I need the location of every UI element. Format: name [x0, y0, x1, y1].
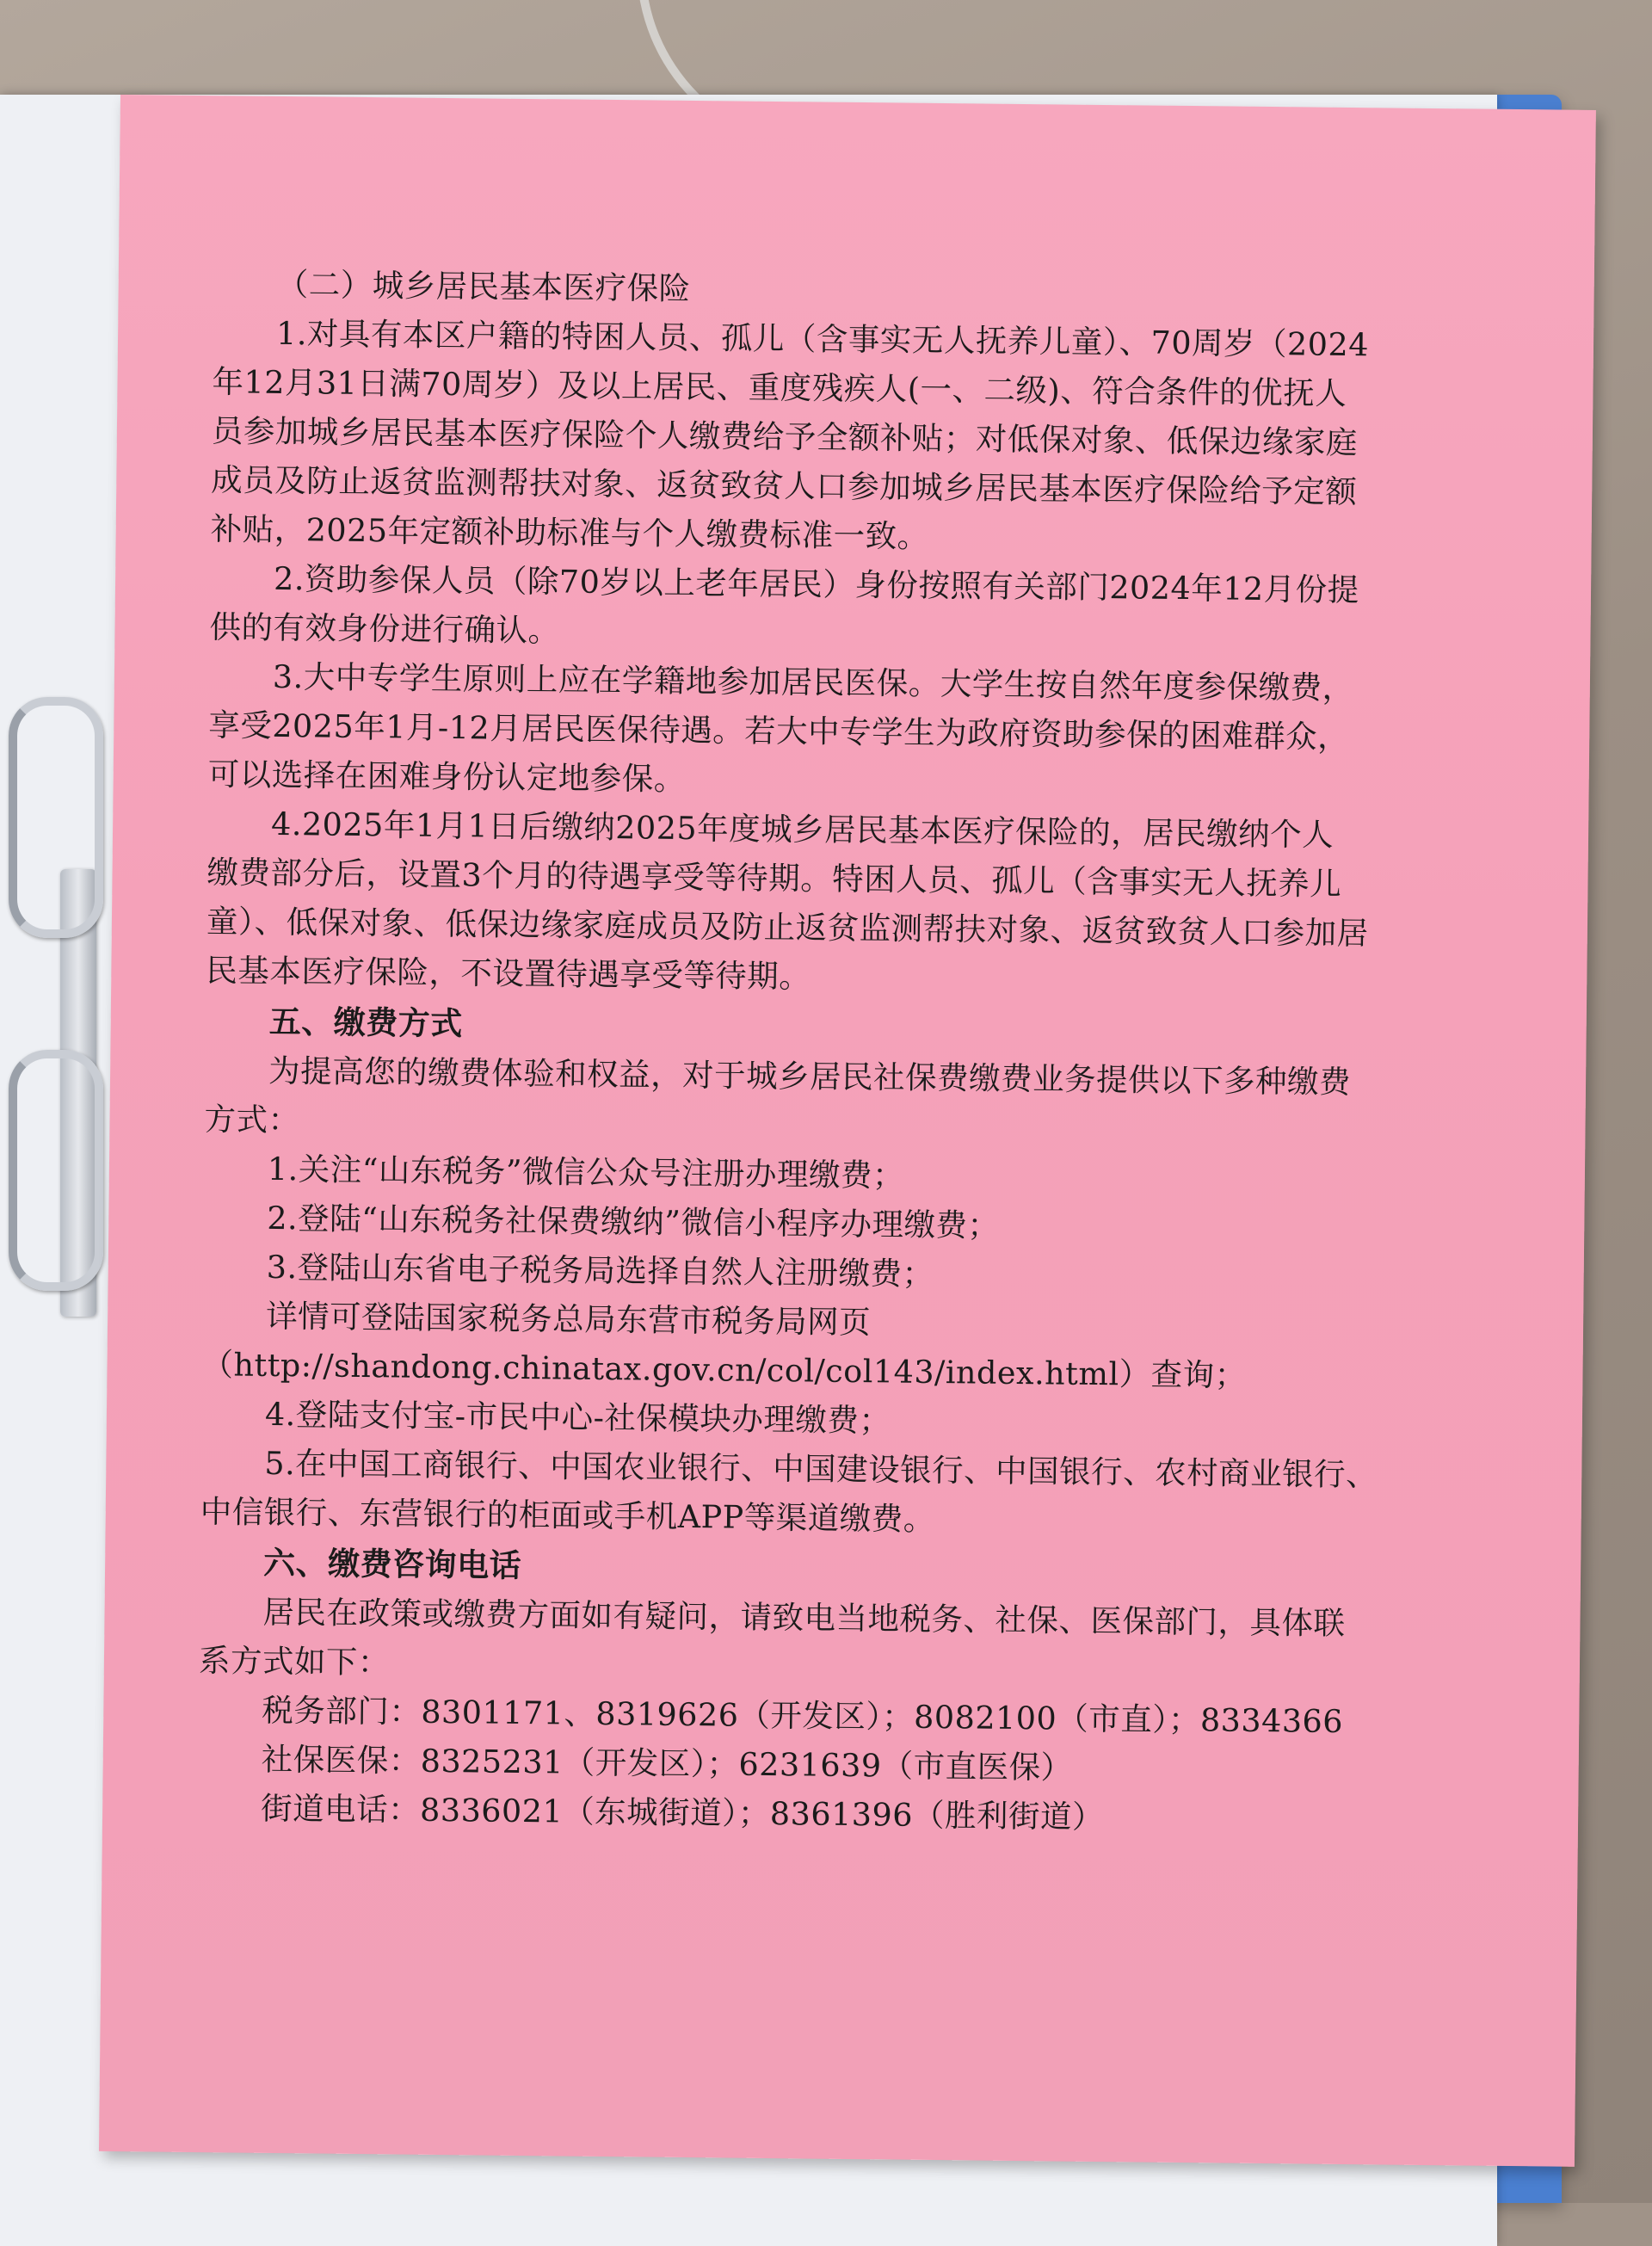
- text-line: 详情可登陆国家税务总局东营市税务局网页: [265, 1297, 872, 1342]
- text-line: 享受2025年1月-12月居民医保待遇。若大中专学生为政府资助参保的困难群众，: [208, 707, 1350, 756]
- text-line: 中信银行、东营银行的柜面或手机APP等渠道缴费。: [200, 1493, 935, 1539]
- text-line: （http://shandong.chinatax.gov.cn/col/col143/index.html）查询；: [201, 1346, 1247, 1394]
- binder-ring: [9, 697, 103, 938]
- binder-ring: [9, 1050, 103, 1291]
- text-line: 2.资助参保人员（除70岁以上老年居民）身份按照有关部门2024年12月份提: [273, 559, 1359, 609]
- text-line: 民基本医疗保险，不设置待遇享受等待期。: [206, 952, 811, 996]
- text-line: 系方式如下：: [198, 1642, 391, 1681]
- text-line: 缴费部分后，设置3个月的待遇享受等待期。特困人员、孤儿（含事实无人抚养儿: [206, 854, 1342, 903]
- text-line: 社保医保：8325231（开发区）；6231639（市直医保）: [261, 1740, 1073, 1786]
- text-line: 5.在中国工商银行、中国农业银行、中国建设银行、中国银行、农村商业银行、: [264, 1444, 1378, 1494]
- text-line: 街道电话：8336021（东城街道）；8361396（胜利街道）: [260, 1789, 1105, 1836]
- section-heading: 五、缴费方式: [268, 1003, 463, 1043]
- text-line: 员参加城乡居民基本医疗保险个人缴费给予全额补贴；对低保对象、低保边缘家庭: [211, 412, 1359, 462]
- text-line: 3.登陆山东省电子税务局选择自然人注册缴费；: [266, 1248, 934, 1293]
- section-heading: 六、缴费咨询电话: [262, 1544, 522, 1584]
- text-line: 2.登陆“山东税务社保费缴纳”微信小程序办理缴费；: [267, 1199, 1000, 1244]
- text-line: 为提高您的缴费体验和权益，对于城乡居民社保费缴费业务提供以下多种缴费: [268, 1052, 1352, 1101]
- text-line: 1.关注“山东税务”微信公众号注册办理缴费；: [267, 1150, 905, 1194]
- blue-binder: [0, 95, 1562, 2203]
- text-line: 补贴，2025年定额补助标准与个人缴费标准一致。: [210, 510, 929, 555]
- text-line: 1.对具有本区户籍的特困人员、孤儿（含事实无人抚养儿童）、70周岁（2024: [275, 314, 1370, 364]
- text-line: 童）、低保对象、低保边缘家庭成员及防止返贫监测帮扶对象、返贫致贫人口参加居: [206, 903, 1369, 953]
- text-line: 供的有效身份进行确认。: [209, 608, 560, 650]
- text-line: 税务部门：8301171、8319626（开发区）；8082100（市直）；8334366: [262, 1691, 1344, 1740]
- text-line: 方式：: [204, 1101, 300, 1139]
- document-body: [197, 259, 1556, 1846]
- pink-document-page: [99, 95, 1596, 2167]
- text-line: 居民在政策或缴费方面如有疑问，请致电当地税务、社保、医保部门，具体联: [262, 1593, 1346, 1643]
- text-line: 可以选择在困难身份认定地参保。: [207, 756, 686, 798]
- text-line: 年12月31日满70周岁）及以上居民、重度残疾人(一、二级)、符合条件的优抚人: [212, 363, 1347, 412]
- text-line: 4.2025年1月1日后缴纳2025年度城乡居民基本医疗保险的，居民缴纳个人: [270, 805, 1335, 854]
- paragraph-list: [197, 308, 1555, 1846]
- text-line: 3.大中专学生原则上应在学籍地参加居民医保。大学生按自然年度参保缴费，: [272, 657, 1354, 707]
- text-line: 4.登陆支付宝-市民中心-社保模块办理缴费；: [264, 1395, 891, 1440]
- text-line: 成员及防止返贫监测帮扶对象、返贫致贫人口参加城乡居民基本医疗保险给予定额: [211, 461, 1358, 511]
- sub-section-title: （二）城乡居民基本医疗保险: [276, 265, 691, 307]
